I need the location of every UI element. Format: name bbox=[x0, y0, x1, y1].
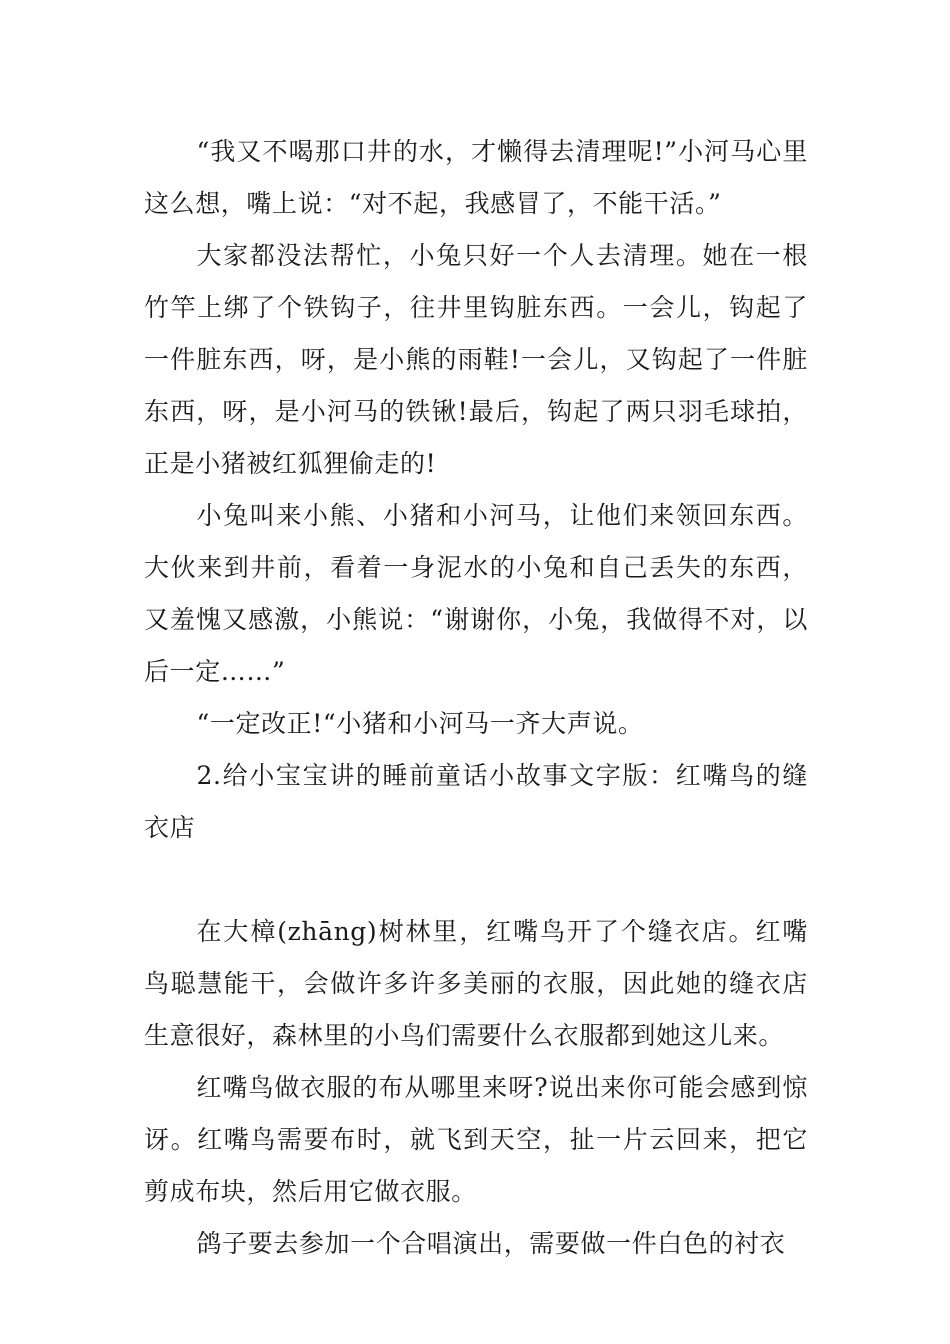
blank-line bbox=[144, 854, 808, 906]
paragraph-promise: “一定改正!“小猪和小河马一齐大声说。 bbox=[196, 709, 644, 738]
paragraph-tailor-shop-intro: 在大樟(zhāng)树林里，红嘴鸟开了个缝衣店。红嘴鸟聪慧能干，会做许多许多美丽的衣服，因此她的缝衣店生意很好，森林里的小鸟们需要什么衣服都到她这儿来。 bbox=[144, 917, 808, 1050]
paragraph-rabbit-cleans-well: 大家都没法帮忙，小兔只好一个人去清理。她在一根竹竿上绑了个铁钩子，往井里钩脏东西。一会儿，钩起了一件脏东西，呀，是小熊的雨鞋!一会儿，又钩起了一件脏东西，呀，是小河马的铁锹!最后，钩起了两只羽毛球拍，正是小猪被红狐狸偷走的! bbox=[144, 241, 808, 478]
document-body bbox=[144, 126, 808, 1270]
paragraph-friends-return: 小兔叫来小熊、小猪和小河马，让他们来领回东西。大伙来到井前，看着一身泥水的小兔和自己丢失的东西，又羞愧又感激，小熊说：“谢谢你，小兔，我做得不对，以后一定……” bbox=[144, 501, 808, 686]
paragraph-dove-shirt: 鸽子要去参加一个合唱演出，需要做一件白色的衬衣 bbox=[196, 1229, 786, 1258]
section-heading-story-2: 2.给小宝宝讲的睡前童话小故事文字版：红嘴鸟的缝衣店 bbox=[144, 761, 808, 842]
paragraph-cloth-from-clouds: 红嘴鸟做衣服的布从哪里来呀?说出来你可能会感到惊讶。红嘴鸟需要布时，就飞到天空，扯一片云回来，把它剪成布块，然后用它做衣服。 bbox=[144, 1073, 808, 1206]
paragraph-hippo-excuse: “我又不喝那口井的水，才懒得去清理呢!”小河马心里这么想，嘴上说：“对不起，我感冒了，不能干活。” bbox=[144, 137, 808, 218]
